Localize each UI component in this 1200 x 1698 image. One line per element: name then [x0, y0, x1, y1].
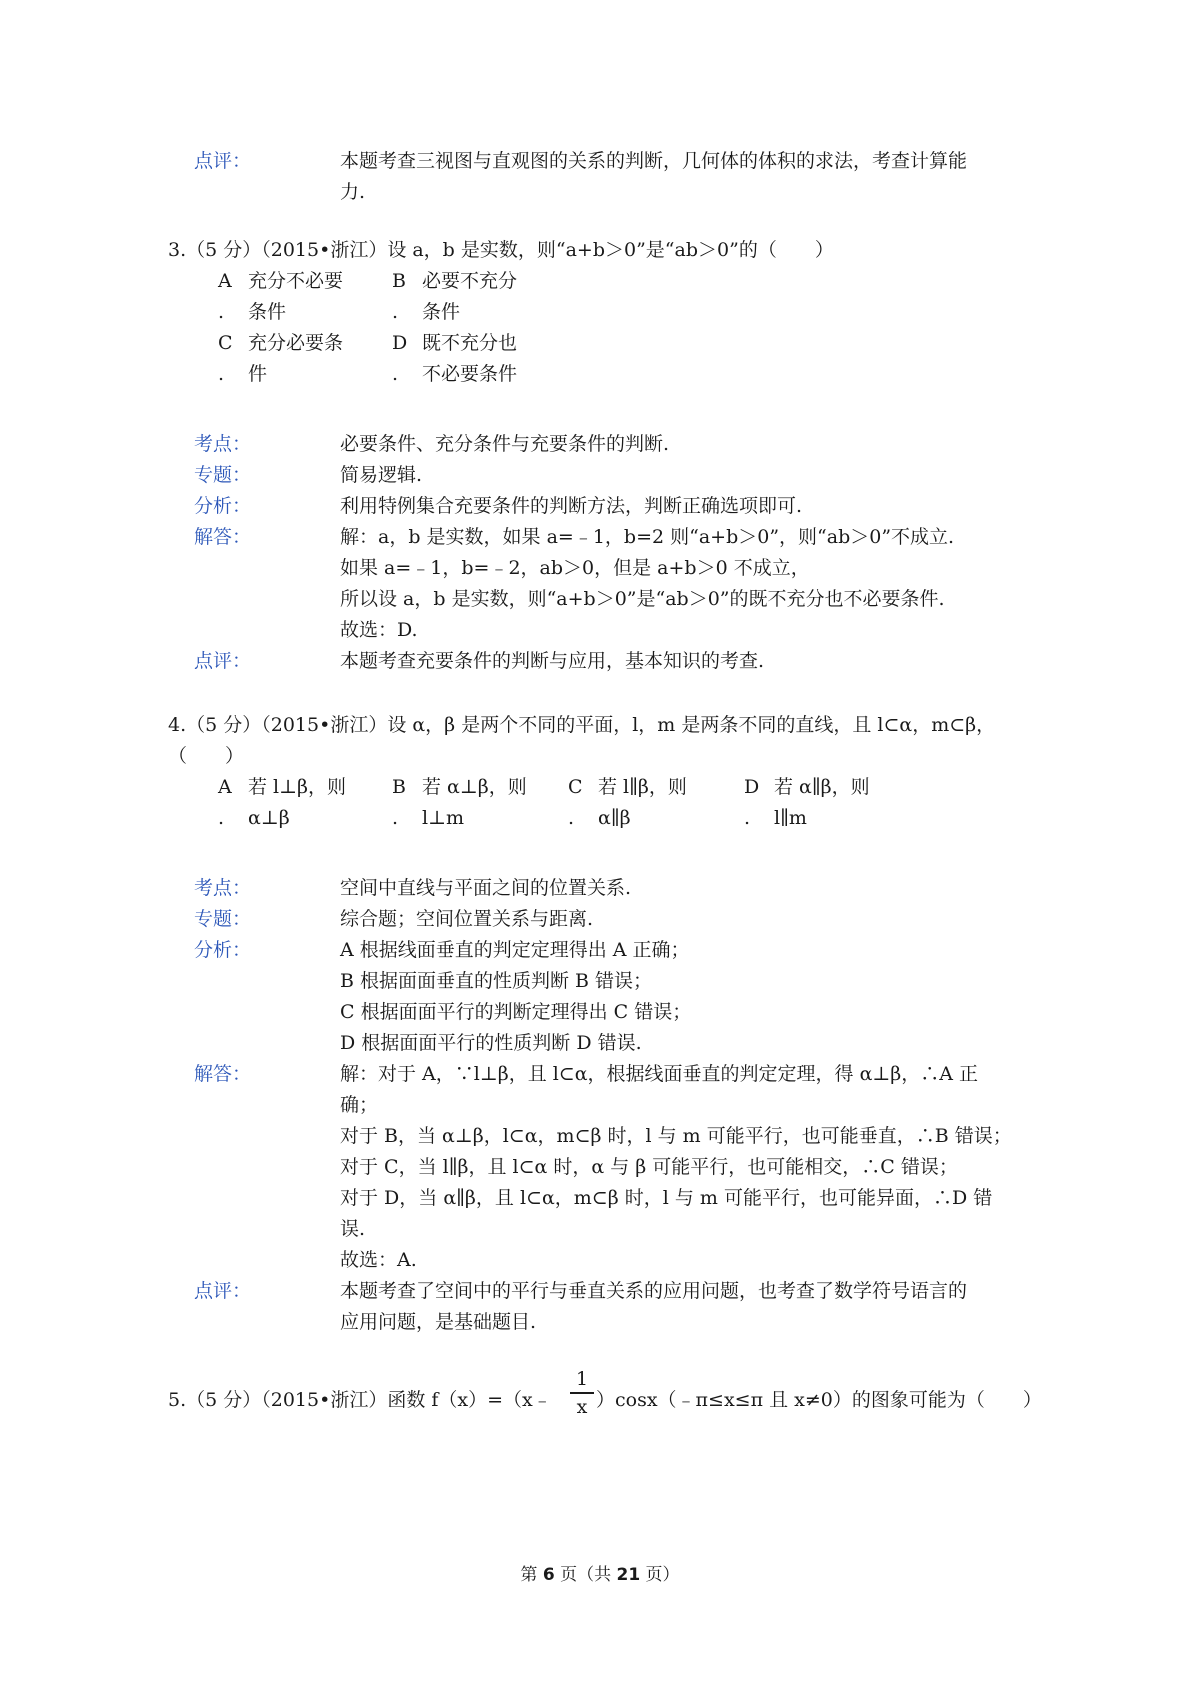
option-text: 若 α⊥β，则	[422, 776, 527, 798]
fraction-bar	[570, 1392, 594, 1394]
total-page-count: 21	[616, 1565, 641, 1585]
kaodian-text: 空间中直线与平面之间的位置关系.	[340, 877, 632, 899]
option-c	[218, 330, 343, 356]
zhuanti-label: 专题：	[194, 464, 252, 486]
review-text-line: 本题考查三视图与直观图的关系的判断，几何体的体积的求法，考查计算能	[340, 150, 968, 172]
fenxi-text: 利用特例集合充要条件的判断方法，判断正确选项即可.	[340, 495, 803, 517]
zhuanti-label: 专题：	[194, 908, 252, 930]
review-label: 点评：	[194, 1280, 252, 1302]
option-b-cont	[392, 299, 460, 325]
kaodian-label: 考点：	[194, 433, 252, 455]
option-b-cont	[392, 805, 464, 831]
option-dot: .	[218, 807, 225, 829]
option-text: 必要不充分	[422, 270, 518, 292]
footer-middle: 页（共	[554, 1565, 617, 1585]
option-d-cont	[392, 361, 517, 387]
fraction-numerator: 1	[575, 1368, 589, 1390]
jieda-text-line: 误.	[340, 1218, 366, 1240]
fenxi-label: 分析：	[194, 939, 252, 961]
jieda-text-line: 如果 a=﹣1，b=﹣2，ab＞0，但是 a+b＞0 不成立，	[340, 557, 810, 579]
option-key: C	[218, 332, 233, 354]
zhuanti-text: 简易逻辑.	[340, 464, 423, 486]
option-dot: .	[392, 807, 399, 829]
option-b	[392, 268, 517, 294]
fenxi-text-line: B 根据面面垂直的性质判断 B 错误；	[340, 970, 653, 992]
option-text: 充分必要条	[248, 332, 344, 354]
option-b	[392, 774, 527, 800]
option-text: 既不充分也	[422, 332, 518, 354]
fenxi-label: 分析：	[194, 495, 252, 517]
question-4-stem-cont: （ ）	[168, 745, 245, 767]
zhuanti-text: 综合题；空间位置关系与距离.	[340, 908, 594, 930]
jieda-text-line: 对于 C，当 l∥β，且 l⊂α 时，α 与 β 可能平行，也可能相交，∴C 错误；	[340, 1156, 958, 1178]
fraction-one-over-x	[570, 1368, 594, 1418]
jieda-text-line: 确；	[340, 1094, 379, 1116]
jieda-text-line: 故选：A.	[340, 1249, 417, 1271]
option-d	[392, 330, 517, 356]
jieda-text-line: 解：a，b 是实数，如果 a=﹣1，b=2 则“a+b＞0”，则“ab＞0”不成立.	[340, 526, 955, 548]
fenxi-text-line: A 根据线面垂直的判定定理得出 A 正确；	[340, 939, 690, 961]
jieda-label: 解答：	[194, 1063, 252, 1085]
page-footer	[0, 1560, 1200, 1585]
option-c-cont	[218, 361, 267, 387]
option-c-cont	[568, 805, 631, 831]
kaodian-label: 考点：	[194, 877, 252, 899]
review-text-line: 应用问题，是基础题目.	[340, 1311, 537, 1333]
question-5-stem: 5.（5 分）（2015•浙江）函数 f（x）=（x﹣	[168, 1389, 552, 1411]
option-text: 若 α∥β，则	[774, 776, 870, 798]
question-3-stem: 3.（5 分）（2015•浙江）设 a，b 是实数，则“a+b＞0”是“ab＞0”的（ ）	[168, 239, 834, 261]
jieda-text-line: 对于 B，当 α⊥β，l⊂α，m⊂β 时，l 与 m 可能平行，也可能垂直，∴B 错误；	[340, 1125, 1012, 1147]
option-dot: .	[744, 807, 751, 829]
review-label: 点评：	[194, 150, 252, 172]
option-key: D	[744, 776, 760, 798]
option-dot: .	[392, 363, 399, 385]
option-c	[568, 774, 687, 800]
fenxi-text-line: D 根据面面平行的性质判断 D 错误.	[340, 1032, 642, 1054]
review-text-line: 本题考查了空间中的平行与垂直关系的应用问题，也考查了数学符号语言的	[340, 1280, 968, 1302]
option-a	[218, 268, 343, 294]
question-5-stem-cont: ）cosx（﹣π≤x≤π 且 x≠0）的图象可能为（ ）	[596, 1389, 1042, 1411]
option-text: 若 l∥β，则	[598, 776, 687, 798]
current-page-number: 6	[542, 1565, 555, 1585]
option-a-cont	[218, 299, 286, 325]
option-text: 充分不必要	[248, 270, 344, 292]
option-key: D	[392, 332, 408, 354]
option-text: 条件	[248, 301, 287, 323]
review-text-line: 力.	[340, 181, 366, 203]
question-4-stem: 4.（5 分）（2015•浙江）设 α，β 是两个不同的平面，l，m 是两条不同的直线，且 l⊂α，m⊂β，	[168, 714, 996, 736]
footer-prefix: 第	[520, 1565, 543, 1585]
option-text: l⊥m	[422, 807, 464, 829]
jieda-text-line: 对于 D，当 α∥β，且 l⊂α，m⊂β 时，l 与 m 可能平行，也可能异面，∴D 错	[340, 1187, 993, 1209]
option-d-cont	[744, 805, 807, 831]
review-text-line: 本题考查充要条件的判断与应用，基本知识的考查.	[340, 650, 765, 672]
option-a-cont	[218, 805, 290, 831]
option-key: B	[392, 776, 406, 798]
option-key: A	[218, 776, 232, 798]
option-dot: .	[218, 363, 225, 385]
option-text: 若 l⊥β，则	[248, 776, 346, 798]
option-d	[744, 774, 870, 800]
option-a	[218, 774, 346, 800]
option-text: α⊥β	[248, 807, 290, 829]
option-key: C	[568, 776, 583, 798]
option-text: 不必要条件	[422, 363, 518, 385]
option-dot: .	[568, 807, 575, 829]
jieda-text-line: 解：对于 A，∵l⊥β，且 l⊂α，根据线面垂直的判定定理，得 α⊥β，∴A 正	[340, 1063, 979, 1085]
option-text: 件	[248, 363, 268, 385]
option-text: 条件	[422, 301, 461, 323]
option-dot: .	[218, 301, 225, 323]
jieda-text-line: 故选：D.	[340, 619, 418, 641]
footer-suffix: 页）	[640, 1565, 680, 1585]
fenxi-text-line: C 根据面面平行的判断定理得出 C 错误；	[340, 1001, 692, 1023]
jieda-text-line: 所以设 a，b 是实数，则“a+b＞0”是“ab＞0”的既不充分也不必要条件.	[340, 588, 945, 610]
fraction-denominator: x	[576, 1395, 588, 1418]
review-label: 点评：	[194, 650, 252, 672]
option-text: l∥m	[774, 807, 807, 829]
option-text: α∥β	[598, 807, 631, 829]
option-dot: .	[392, 301, 399, 323]
option-key: A	[218, 270, 232, 292]
kaodian-text: 必要条件、充分条件与充要条件的判断.	[340, 433, 670, 455]
jieda-label: 解答：	[194, 526, 252, 548]
option-key: B	[392, 270, 406, 292]
